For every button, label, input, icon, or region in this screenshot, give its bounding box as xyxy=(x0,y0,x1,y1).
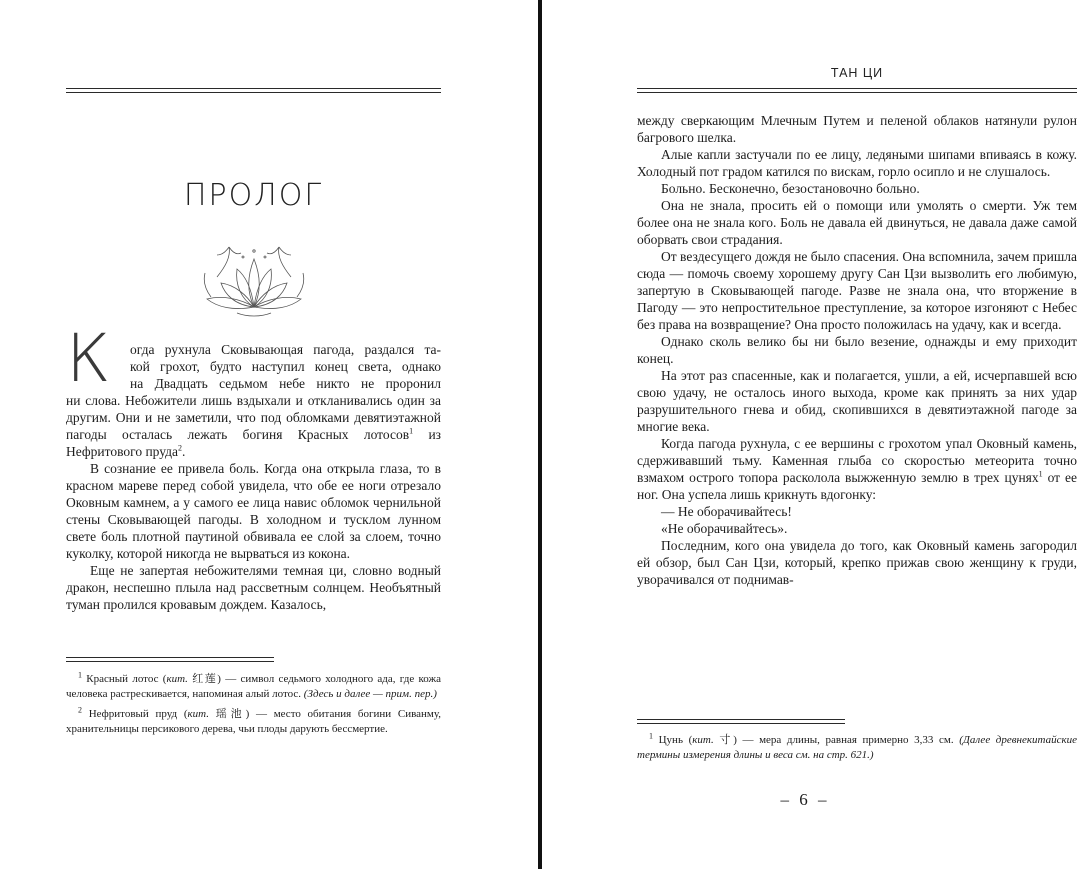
paragraph-1-rest xyxy=(66,392,441,460)
paragraph-2: В сознание ее привела боль. Когда она открыла глаза, то в красном мареве перед собой увидела, что обе ее ноги отрезало Оковным камнем, а у самого ее лица навис обломок чернильной стены Сковывающей пагоды. В холодном и тусклом лунном свете боль плотной паутиной обвивала ее слой за слоем, точно куколку, которой никогда не вырваться из кокона. xyxy=(66,461,441,561)
footnote-2-abbr: кит. xyxy=(187,708,210,720)
footnote-ref-1[interactable]: 1 xyxy=(409,426,414,436)
left-body-text xyxy=(66,392,441,613)
first-line-2: кой грохот, будто наступил конец света, однако xyxy=(130,359,441,374)
right-footnotes xyxy=(637,733,1077,768)
p1-text-b: из Нефритового пруда xyxy=(66,427,442,459)
paragraph-2: Больно. Бесконечно, безостановочно больно. xyxy=(661,181,920,196)
footnote-1-text-b: ) — символ седьмого холодного ада, где кожа человека растрескивается, напоминая алый лотос. xyxy=(66,673,442,700)
paragraph-0: между сверкающим Млечным Путем и пеленой облаков натянули рулон багрового шелка. xyxy=(637,113,1077,145)
header-rule-right xyxy=(637,88,1077,93)
footnote-2-text-b: ) — место обитания богини Сиванму, хранительницы персикового дерева, чьи плоды дарують бессмертие. xyxy=(66,708,442,735)
right-body-text xyxy=(637,112,1077,588)
drop-cap xyxy=(66,320,126,397)
footnote-2-hanzi: 瑶池 xyxy=(209,708,246,720)
footnote-right-1-mark: 1 xyxy=(649,731,653,741)
footnote-1-abbr: кит. xyxy=(166,673,188,685)
paragraph-9: «Не оборачивайтесь». xyxy=(661,521,788,536)
footnote-2-mark: 2 xyxy=(78,705,82,715)
footnote-1-text-a: Красный лотос ( xyxy=(86,673,167,685)
footnote-rule-right xyxy=(637,719,845,724)
paragraph-6: На этот раз спасенные, как и полагается, ушли, а ей, исчерпавшей всю свою удачу, не осталось иного выхода, кроме как принять за них удар разрушительного гнева и обид, скопившихся в девятиэтажной пагоде за многие века. xyxy=(637,368,1077,434)
footnote-ref-2[interactable]: 2 xyxy=(178,443,183,453)
drop-cap-letter: К xyxy=(66,320,111,397)
footnote-1-note: (Здесь и далее — прим. пер.) xyxy=(303,688,437,700)
paragraph-10: Последним, кого она увидела до того, как Оковный камень загородил ей обзор, был Сан Цзи, который, крепко прижав свою женщину к груди, уворачивался от поднимав- xyxy=(637,538,1077,587)
footnote-right-1-note: (Далее древнекитайские термины измерения длины и веса см. на стр. 621.) xyxy=(637,734,1078,761)
p7-text-b: от ее ног. Она успела лишь крикнуть вдогонку: xyxy=(637,470,1077,502)
footnote-ref-right-1[interactable]: 1 xyxy=(1038,469,1043,479)
left-footnotes xyxy=(66,672,441,742)
paragraph-1: Алые капли застучали по ее лицу, ледяными шипами впиваясь в кожу. Холодный пот градом катился по вискам, горло осипло и не слушалось. xyxy=(637,147,1077,179)
paragraph-7 xyxy=(637,435,1077,503)
footnote-2-text-a: Нефритовый пруд ( xyxy=(88,708,188,720)
paragraph-3: Еще не запертая небожителями темная ци, словно водный дракон, неспешно плыла над рассветным солнцем. Необъятный туман пролился кровавым дождем. Казалось, xyxy=(66,563,441,612)
right-page xyxy=(542,0,1078,869)
first-line-3: на Двадцать седьмом небе никто не проронил xyxy=(130,376,441,391)
first-lines xyxy=(130,341,441,392)
lotus-ornament-icon xyxy=(197,237,312,321)
paragraph-8: — Не оборачивайтесь! xyxy=(661,504,792,519)
paragraph-5: Однако сколь велико бы ни было везение, однажды и ему приходит конец. xyxy=(637,334,1077,366)
p7-text-a: Когда пагода рухнула, с ее вершины с грохотом упал Оковный камень, сдерживавший тьму. Каменная глыба со скоростью метеорита точно взмахом острого топора расколола выжженную землю в трех цунях xyxy=(637,436,1077,485)
footnote-2 xyxy=(66,707,441,737)
footnote-1-hanzi: 红莲 xyxy=(187,673,218,685)
paragraph-4: От вездесущего дождя не было спасения. Она вспомнила, зачем пришла сюда — помочь своему хорошему другу Сан Цзи вызволить его любимую, запертую в Сковывающей пагоде. Разве не знала она, что вторжение в Пагоду — это непростительное преступление, за которое изгоняют с Небес без права на возвращение? Она просто положилась на удачу, как и всегда. xyxy=(637,249,1077,332)
p1-end: . xyxy=(182,444,186,459)
page-number: – 6 – xyxy=(780,790,830,809)
footnote-right-1-text-b: ) — мера длины, равная примерно 3,33 см. xyxy=(733,734,960,746)
p1-text-a: ни слова. Небожители лишь вздыхали и откланивались один за другим. Они и не заметили, что под обломками девятиэтажной пагоды осталась лежать богиня Красных лотосов xyxy=(66,393,441,442)
chapter-title: ПРОЛОГ xyxy=(183,178,324,213)
footnote-right-1 xyxy=(637,733,1077,763)
footnote-1-mark: 1 xyxy=(78,670,82,680)
footnote-right-1-abbr: кит. xyxy=(692,734,714,746)
running-head: ТАН ЦИ xyxy=(830,66,884,80)
first-line-1: огда рухнула Сковывающая пагода, раздался та- xyxy=(130,342,441,357)
paragraph-3: Она не знала, просить ей о помощи или умолять о смерти. Уж тем более она не знала кого. Боль не давала ей двинуться, не давала даже самой оборвать свои страдания. xyxy=(637,198,1077,247)
footnote-right-1-text-a: Цунь ( xyxy=(658,734,693,746)
header-rule xyxy=(66,88,441,93)
footnote-1 xyxy=(66,672,441,702)
footnote-rule xyxy=(66,657,274,662)
left-page xyxy=(0,0,538,869)
footnote-right-1-hanzi: 寸 xyxy=(713,734,734,746)
